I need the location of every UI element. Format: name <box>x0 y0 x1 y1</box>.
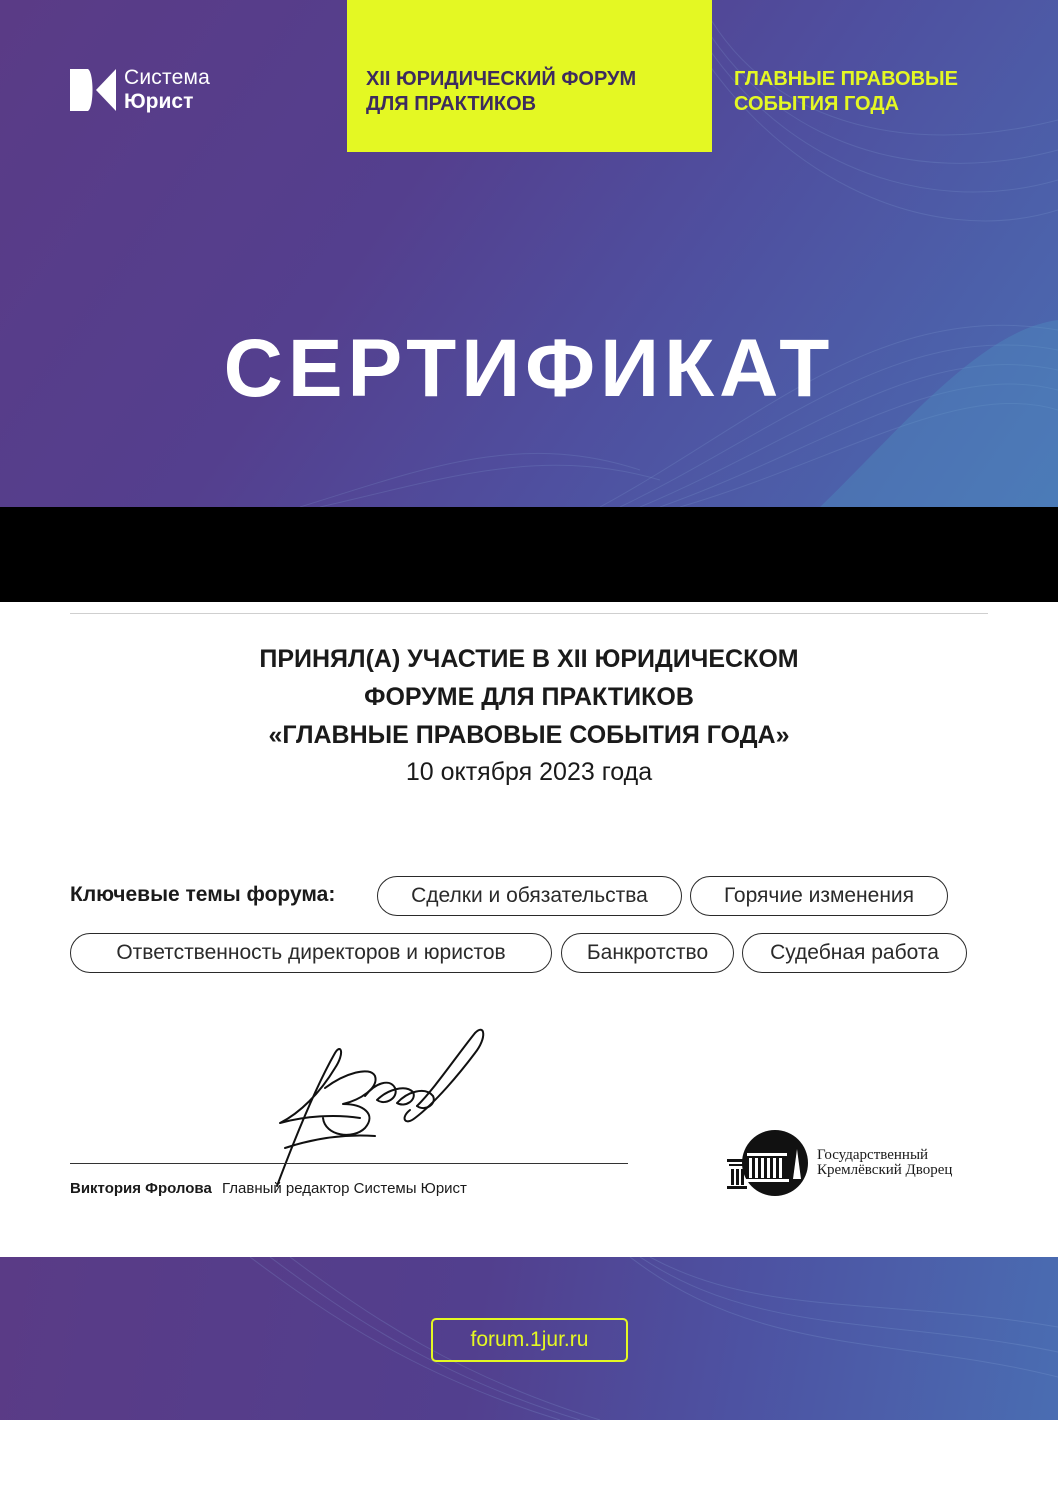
event-date: 10 октября 2023 года <box>405 758 653 786</box>
signer-caption <box>70 1180 467 1197</box>
certificate-header <box>0 0 1058 507</box>
topic-pill: Сделки и обязательства <box>377 876 682 916</box>
participation-statement <box>0 640 1058 754</box>
kremlin-palace-logo <box>727 1129 952 1197</box>
signature-line <box>70 1163 628 1164</box>
website-link[interactable]: forum.1jur.ru <box>431 1318 628 1362</box>
sistema-logo-icon <box>68 67 118 113</box>
signer-name: Виктория Фролова <box>70 1180 212 1197</box>
topic-pill: Ответственность директоров и юристов <box>70 933 552 973</box>
kremlin-palace-icon <box>727 1129 813 1197</box>
divider <box>70 613 988 614</box>
forum-subtitle-line2: СОБЫТИЯ ГОДА <box>734 93 900 115</box>
certificate-title: СЕРТИФИКАТ <box>223 323 835 414</box>
partner-name-line1: Государственный <box>817 1147 929 1163</box>
forum-subtitle <box>734 67 1034 117</box>
partner-name-line2: Кремлёвский Дворец <box>817 1162 953 1178</box>
logo-text-line2: Юрист <box>124 90 194 113</box>
topic-pill: Банкротство <box>561 933 734 973</box>
sistema-yurist-logo <box>68 66 210 114</box>
participation-line: «ГЛАВНЫЕ ПРАВОВЫЕ СОБЫТИЯ ГОДА» <box>268 721 790 749</box>
forum-subtitle-line1: ГЛАВНЫЕ ПРАВОВЫЕ <box>734 68 958 90</box>
participation-line: ПРИНЯЛ(А) УЧАСТИЕ В XII ЮРИДИЧЕСКОМ <box>259 645 799 673</box>
topic-pill: Горячие изменения <box>690 876 948 916</box>
topics-label: Ключевые темы форума: <box>70 883 336 906</box>
recipient-name-band <box>0 507 1058 602</box>
logo-text-line1: Система <box>124 66 210 89</box>
signer-role: Главный редактор Системы Юрист <box>221 1180 467 1197</box>
topic-pill: Судебная работа <box>742 933 967 973</box>
forum-name-line2: ДЛЯ ПРАКТИКОВ <box>366 93 537 115</box>
participation-line: ФОРУМЕ ДЛЯ ПРАКТИКОВ <box>364 683 694 711</box>
forum-name-box <box>347 0 712 152</box>
forum-name-line1: XII ЮРИДИЧЕСКИЙ ФОРУМ <box>366 68 637 90</box>
